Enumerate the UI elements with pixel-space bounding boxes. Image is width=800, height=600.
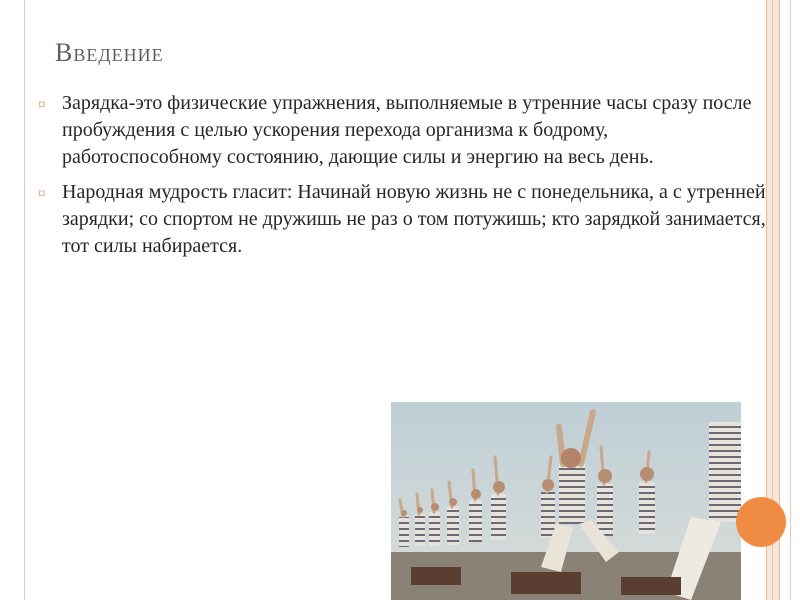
- bullet-item-proverb: [38, 179, 768, 260]
- bullet-icon: ¤: [38, 97, 46, 113]
- bullet-item-definition: [38, 90, 768, 171]
- bullet-text: Народная мудрость гласит: Начинай новую жизнь не с понедельника, а с утренней зарядки; со спортом не дружишь не раз о том потужишь; кто зарядкой занимается, тот силы набирается.: [62, 181, 766, 257]
- bullet-text: Зарядка-это физические упражнения, выполняемые в утренние часы сразу после пробуждения с целью ускорения перехода организма к бодрому, работоспособному состоянию, дающие силы и энергию на весь день.: [62, 92, 752, 168]
- left-border-line: [24, 0, 25, 600]
- slide-title: Введение: [55, 38, 164, 67]
- bullet-list: [38, 90, 768, 268]
- accent-circle: [736, 497, 786, 547]
- right-border-line: [790, 0, 791, 600]
- bullet-icon: ¤: [38, 186, 46, 202]
- group-morning-exercise-photo: [391, 402, 741, 600]
